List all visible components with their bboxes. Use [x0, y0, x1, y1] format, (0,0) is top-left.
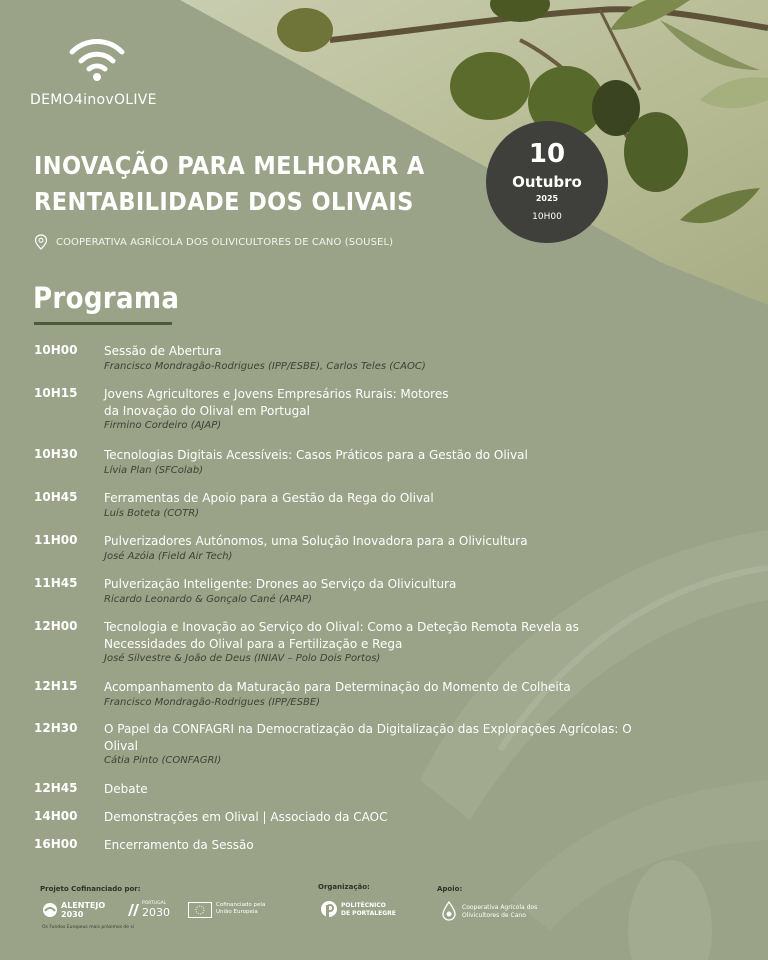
olive-drop-icon: [442, 901, 456, 921]
agenda-time: 10H30: [34, 447, 78, 461]
agenda-title: Tecnologias Digitais Acessíveis: Casos Práticos para a Gestão do Olival: [104, 448, 528, 462]
politecnico-line2: DE PORTALEGRE: [341, 910, 396, 917]
portugal-label: PORTUGAL: [142, 901, 167, 906]
brand-name: DEMO4inovOLIVE: [30, 92, 157, 108]
agenda-title: Pulverização Inteligente: Drones ao Serviço da Olivicultura: [104, 577, 457, 591]
event-title-line1: INOVAÇÃO PARA MELHORAR A: [34, 151, 425, 180]
coop-line2: Olivicultores de Cano: [462, 912, 526, 919]
agenda-speaker: Francisco Mondragão-Rodrigues (IPP/ESBE), Carlos Teles (CAOC): [104, 360, 426, 372]
heading-underline: [34, 322, 172, 325]
alentejo-year: 2030: [61, 910, 84, 919]
portugal-year: 2030: [142, 906, 170, 919]
coop-line1: Cooperativa Agrícola dos: [462, 904, 538, 911]
politecnico-line1: POLITÉCNICO: [341, 902, 386, 909]
date-badge: [486, 121, 608, 243]
agenda-speaker: Ricardo Leonardo & Gonçalo Cané (APAP): [104, 593, 312, 605]
agenda-title: Encerramento da Sessão: [104, 838, 254, 852]
alentejo-name: ALENTEJO: [61, 901, 106, 910]
date-month: Outubro: [512, 173, 582, 191]
agenda-time: 16H00: [34, 837, 78, 851]
agenda-title: Demonstrações em Olival | Associado da CAOC: [104, 810, 388, 824]
agenda-time: 10H00: [34, 343, 78, 357]
programa-heading: Programa: [33, 281, 180, 315]
agenda-speaker: José Silvestre & João de Deus (INIAV – Polo Dois Portos): [104, 653, 381, 664]
agenda-time: 11H45: [34, 576, 78, 590]
location-text: COOPERATIVA AGRÍCOLA DOS OLIVICULTORES DE CANO (SOUSEL): [56, 236, 394, 248]
event-title-line2: RENTABILIDADE DOS OLIVAIS: [34, 187, 414, 216]
agenda-title: Tecnologia e Inovação ao Serviço do Olival: Como a Deteção Remota Revela as Necessidades do Olival para a Fertilização e Rega: [104, 620, 579, 651]
agenda-speaker: José Azóia (Field Air Tech): [104, 550, 233, 562]
agenda-speaker: Cátia Pinto (CONFAGRI): [104, 755, 222, 766]
date-year: 2025: [535, 194, 559, 203]
agenda-time: 10H15: [34, 386, 78, 400]
agenda-title: Jovens Agricultores e Jovens Empresários Rurais: Motores da Inovação do Olival em Portugal: [104, 387, 449, 418]
map-pin-icon: [34, 234, 48, 250]
organization-label: Organização:: [318, 883, 370, 891]
event-location: [34, 234, 393, 250]
support-label: Apoio:: [437, 885, 463, 893]
cofinanced-label: Projeto Cofinanciado por:: [40, 885, 141, 893]
date-time: 10H00: [532, 212, 562, 222]
agenda-title: Acompanhamento da Maturação para Determinação do Momento de Colheita: [104, 680, 571, 694]
agenda-speaker: Luís Boteta (COTR): [104, 507, 200, 519]
agenda-time: 12H30: [34, 721, 78, 735]
eu-line2: União Europeia: [216, 909, 258, 915]
date-day: 10: [528, 139, 566, 169]
alentejo-logo-icon: [42, 902, 58, 918]
wifi-icon: [68, 34, 126, 82]
agenda-speaker: Francisco Mondragão-Rodrigues (IPP/ESBE): [104, 696, 321, 708]
agenda-time: 11H00: [34, 533, 78, 547]
event-title: [34, 148, 474, 220]
agenda-title: Debate: [104, 782, 148, 796]
agenda-time: 12H15: [34, 679, 78, 693]
sponsor-footer: [0, 880, 768, 960]
agenda-time: 12H00: [34, 619, 78, 633]
alentejo-caption: Os Fundos Europeus mais próximos de si: [42, 925, 135, 930]
eu-flag-icon: [188, 902, 212, 918]
portugal-2030-icon: [126, 902, 140, 918]
politecnico-logo-icon: [320, 900, 338, 920]
agenda-title: Pulverizadores Autónomos, uma Solução Inovadora para a Olivicultura: [104, 534, 528, 548]
agenda-time: 14H00: [34, 809, 78, 823]
agenda-title: O Papel da CONFAGRI na Democratização da Digitalização das Explorações Agrícolas: O Olival: [104, 722, 632, 753]
agenda-time: 12H45: [34, 781, 78, 795]
eu-line1: Cofinanciado pela: [216, 902, 266, 908]
agenda-speaker: Lívia Plan (SFColab): [104, 464, 204, 476]
agenda-time: 10H45: [34, 490, 78, 504]
agenda-title: Sessão de Abertura: [104, 344, 222, 358]
agenda-speaker: Firmino Cordeiro (AJAP): [104, 420, 222, 431]
agenda-title: Ferramentas de Apoio para a Gestão da Rega do Olival: [104, 491, 434, 505]
